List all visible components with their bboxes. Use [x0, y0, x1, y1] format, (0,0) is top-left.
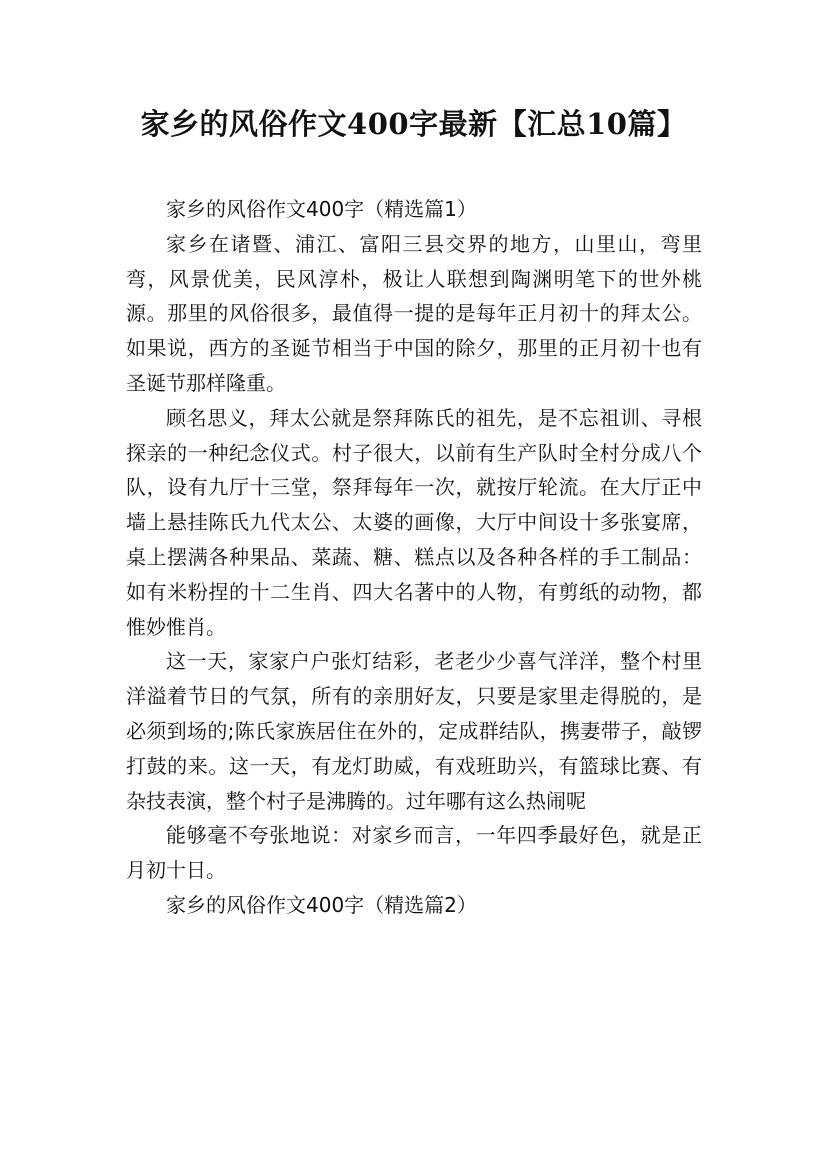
paragraph: 能够毫不夸张地说：对家乡而言，一年四季最好色，就是正月初十日。 [126, 823, 702, 883]
paragraph: 顾名思义，拜太公就是祭拜陈氏的祖先，是不忘祖训、寻根探亲的一种纪念仪式。村子很大，以前有生产队时全村分成八个队，设有九厅十三堂，祭拜每年一次，就按厅轮流。在大厅正中墙上悬挂陈氏九代太公、太婆的画像，大厅中间设十多张宴席，桌上摆满各种果品、菜蔬、糖、糕点以及各种各样的手工制品：如有米粉捏的十二生肖、四大名著中的人物，有剪纸的动物，都惟妙惟肖。 [126, 405, 702, 639]
section-heading: 家乡的风俗作文400字（精选篇2） [166, 892, 477, 917]
paragraph: 这一天，家家户户张灯结彩，老老少少喜气洋洋，整个村里洋溢着节日的气氛，所有的亲朋好友，只要是家里走得脱的，是必须到场的;陈氏家族居住在外的，定成群结队，携妻带子，敲锣打鼓的来。这一天，有龙灯助威，有戏班助兴，有篮球比赛、有杂技表演，整个村子是沸腾的。过年哪有这么热闹呢 [126, 649, 702, 813]
document-body [126, 192, 702, 923]
paragraph: 家乡在诸暨、浦江、富阳三县交界的地方，山里山，弯里弯，风景优美，民风淳朴，极让人联想到陶渊明笔下的世外桃源。那里的风俗很多，最值得一提的是每年正月初十的拜太公。如果说，西方的圣诞节相当于中国的除夕，那里的正月初十也有圣诞节那样隆重。 [126, 231, 702, 395]
section-heading: 家乡的风俗作文400字（精选篇1） [166, 197, 477, 221]
document-title: 家乡的风俗作文400字最新【汇总10篇】 [140, 107, 687, 141]
